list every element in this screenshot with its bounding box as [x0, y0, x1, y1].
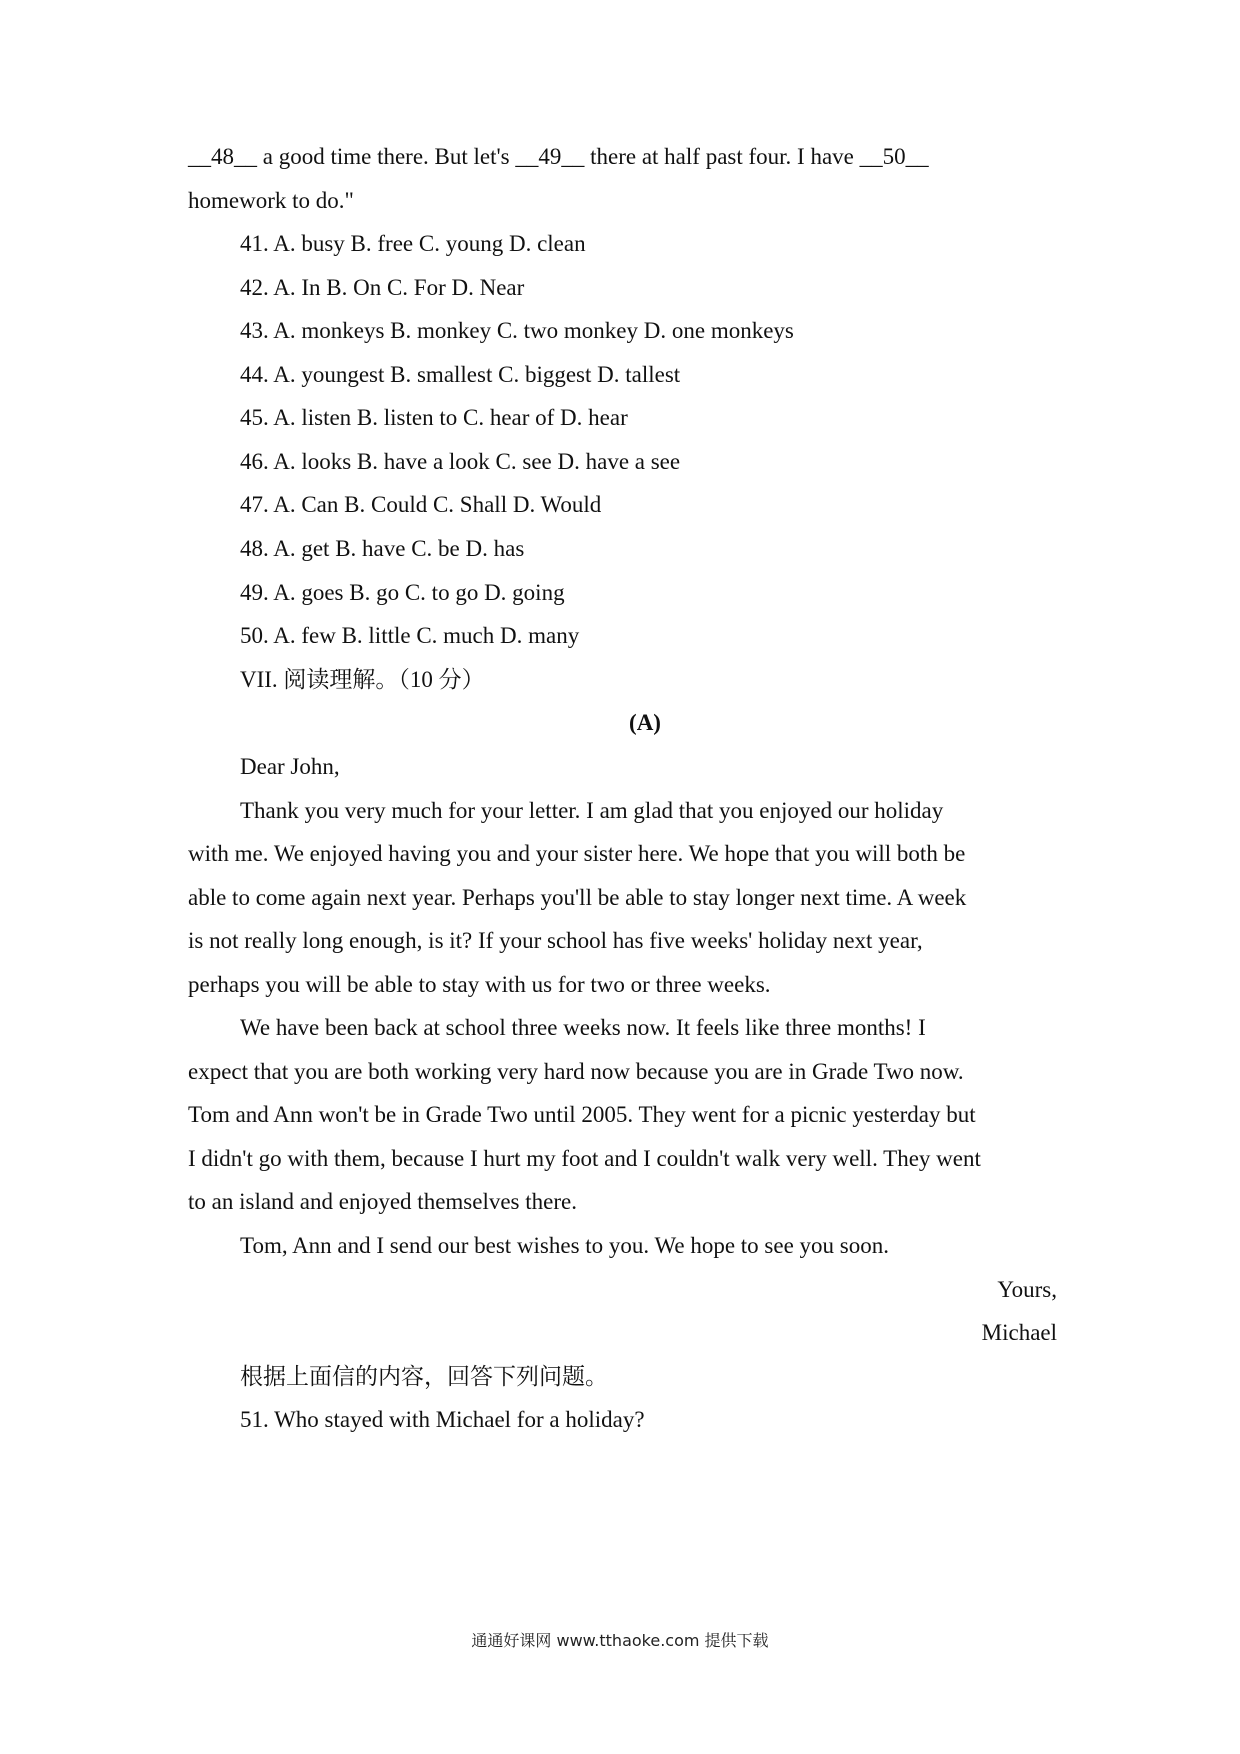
page-footer: 通通好课网 www.tthaoke.com 提供下载 — [471, 1631, 769, 1650]
cloze-option-44: 44. A. youngest B. smallest C. biggest D. tallest — [240, 362, 681, 387]
cloze-option-43: 43. A. monkeys B. monkey C. two monkey D. one monkeys — [240, 318, 794, 343]
letter-closing: Yours, — [997, 1277, 1057, 1302]
cloze-option-45: 45. A. listen B. listen to C. hear of D. hear — [240, 405, 628, 430]
letter-salutation: Dear John, — [240, 754, 340, 779]
cloze-option-48: 48. A. get B. have C. be D. has — [240, 536, 525, 561]
cloze-option-46: 46. A. looks B. have a look C. see D. have a see — [240, 449, 681, 474]
letter-paragraph-2-line: We have been back at school three weeks now. It feels like three months! I — [240, 1015, 926, 1040]
cloze-option-50: 50. A. few B. little C. much D. many — [240, 623, 580, 648]
letter-paragraph-1-line: able to come again next year. Perhaps you'll be able to stay longer next time. A week — [188, 885, 967, 910]
cloze-option-47: 47. A. Can B. Could C. Shall D. Would — [240, 492, 602, 517]
cloze-option-49: 49. A. goes B. go C. to go D. going — [240, 580, 565, 605]
passage-continuation-line-2: homework to do." — [188, 188, 354, 213]
instruction-text: 根据上面信的内容，回答下列问题。 — [240, 1364, 608, 1389]
letter-paragraph-1-line: with me. We enjoyed having you and your sister here. We hope that you will both be — [188, 841, 966, 866]
letter-paragraph-2-line: to an island and enjoyed themselves there. — [188, 1189, 577, 1214]
question-51: 51. Who stayed with Michael for a holiday? — [240, 1407, 645, 1432]
cloze-option-41: 41. A. busy B. free C. young D. clean — [240, 231, 586, 256]
section-heading: VII. 阅读理解。（10 分） — [240, 667, 485, 692]
letter-paragraph-2-line: Tom and Ann won't be in Grade Two until 2005. They went for a picnic yesterday but — [188, 1102, 976, 1127]
letter-paragraph-1-line: Thank you very much for your letter. I am glad that you enjoyed our holiday — [240, 798, 944, 823]
cloze-option-42: 42. A. In B. On C. For D. Near — [240, 275, 525, 300]
letter-paragraph-2-line: I didn't go with them, because I hurt my foot and I couldn't walk very well. They went — [188, 1146, 981, 1171]
passage-continuation-line-1: __48__ a good time there. But let's __49__ there at half past four. I have __50__ — [188, 144, 929, 169]
letter-paragraph-2-line: expect that you are both working very hard now because you are in Grade Two now. — [188, 1059, 964, 1084]
passage-label: (A) — [629, 710, 661, 735]
letter-paragraph-1-line: perhaps you will be able to stay with us for two or three weeks. — [188, 972, 771, 997]
letter-paragraph-3: Tom, Ann and I send our best wishes to you. We hope to see you soon. — [240, 1233, 889, 1258]
letter-paragraph-1-line: is not really long enough, is it? If your school has five weeks' holiday next year, — [188, 928, 923, 953]
letter-signature: Michael — [981, 1320, 1057, 1345]
